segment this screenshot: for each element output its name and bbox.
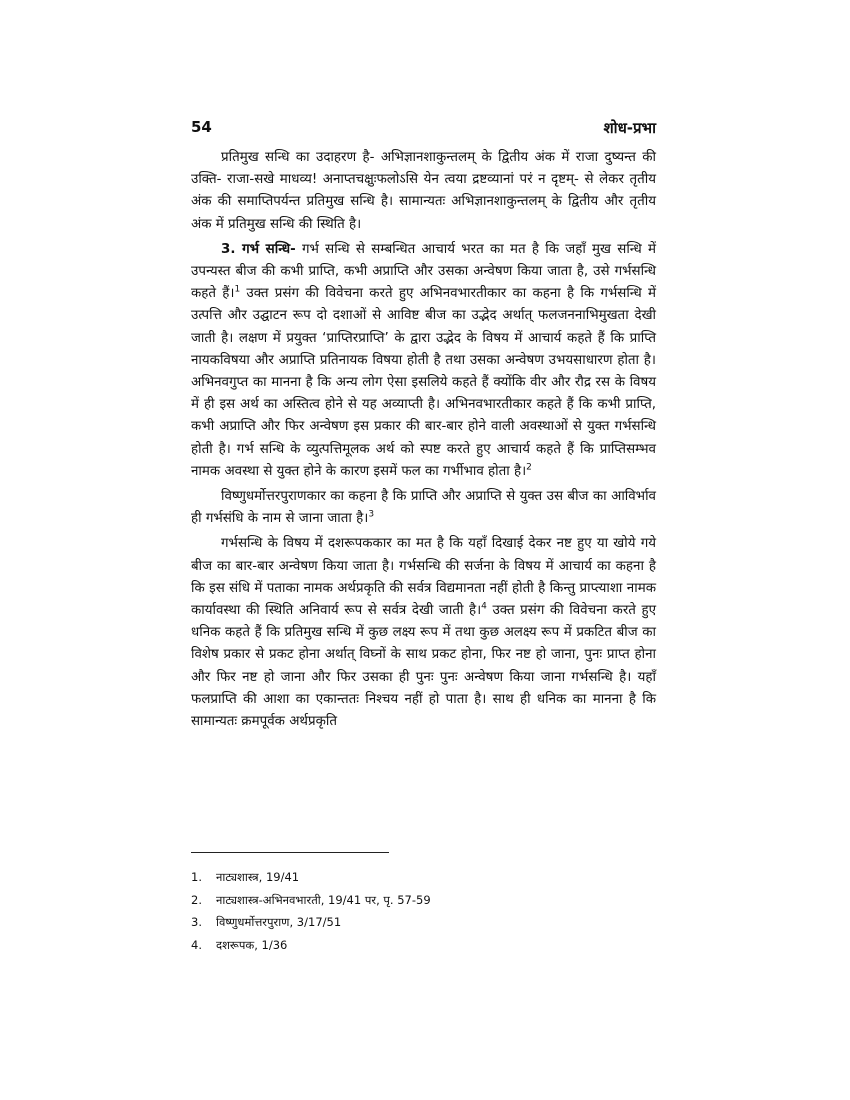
paragraph-pratimukh-example [191,147,656,236]
section-heading: 3. गर्भ सन्धि- [221,241,296,257]
footnote-item [191,911,656,934]
paragraph-vishnudharmottara [191,486,656,530]
footnote-number: 4. [191,937,202,952]
footnote-number: 2. [191,892,202,907]
body-text [191,147,656,736]
footnote-ref[interactable]: 1 [234,284,241,295]
footnote-text: विष्णुधर्मोत्तरपुराण, 3/17/51 [216,915,342,930]
footnote-ref[interactable]: 3 [368,509,375,520]
footnote-item [191,889,656,912]
paragraph-dasharupaka [191,533,656,733]
paragraph-text: प्रतिमुख सन्धि का उदाहरण है- अभिज्ञानशाकुन्तलम् के द्वितीय अंक में राजा दुष्यन्त की उक्ति- राजा-सखे माधव्य! अनाप्तचक्षुःफलोऽसि येन त्वया द्रष्टव्यानां परं न दृष्टम्- से लेकर तृतीय अंक की समाप्तिपर्यन्त प्रतिमुख सन्धि है। सामान्यतः अभिज्ञानशाकुन्तलम् के द्वितीय और तृतीय अंक में प्रतिमुख सन्धि की स्थिति है। [191,150,656,232]
footnote-item [191,934,656,957]
paragraph-text: गर्भसन्धि के विषय में दशरूपककार का मत है कि यहाँ दिखाई देकर नष्ट हुए या खोये गये बीज का बार-बार अन्वेषण किया जाता है। गर्भसन्धि की सर्जना के विषय में आचार्य का कहना है कि इस संधि में पताका नामक अर्थप्रकृति की सर्वत्र विद्यमानता नहीं होती है किन्तु प्राप्त्याशा नामक कार्यावस्था की स्थिति अनिवार्य रूप से सर्वत्र देखी जाती है। [191,536,656,619]
paragraph-text: गर्भ सन्धि से सम्बन्धित आचार्य भरत का मत है कि जहाँ मुख सन्धि में उपन्यस्त बीज की कभी प्राप्ति, कभी अप्राप्ति और उसका अन्वेषण किया जाता है, उसे गर्भसन्धि कहते हैं। [191,241,656,302]
paragraph-garbh-sandhi [191,239,656,483]
footnote-number: 1. [191,870,202,884]
footnotes [191,866,656,956]
footnote-number: 3. [191,915,202,930]
footnote-ref[interactable]: 4 [481,601,487,612]
paragraph-text: विष्णुधर्मोत्तरपुराणकार का कहना है कि प्राप्ति और अप्राप्ति से युक्त उस बीज का आविर्भाव ही गर्भसंधि के नाम से जाना जाता है। [191,489,656,527]
page-header [191,118,656,142]
footnote-text: दशरूपक, 1/36 [216,937,288,952]
page-number: 54 [191,118,212,136]
paragraph-text: उक्त प्रसंग की विवेचना करते हुए अभिनवभारतीकार का कहना है कि गर्भसन्धि में उत्पत्ति और उद्घाटन रूप दो दशाओं से आविष्ट बीज का उद्भेद अर्थात् फलजननाभिमुखता देखी जाती है। लक्षण में प्रयुक्त ‘प्राप्तिरप्राप्ति’ के द्वारा उद्भेद के विषय में आचार्य कहते हैं कि प्राप्ति नायकविषया और अप्राप्ति प्रतिनायक विषया होती है तथा उसका अन्वेषण उभयसाधारण होता है। अभिनवगुप्त का मानना है कि अन्य लोग ऐसा इसलिये कहते हैं क्योंकि वीर और रौद्र रस के विषय में ही इस अर्थ का अस्तित्व होने से यह अव्याप्ती है। अभिनवभारतीकार कहते हैं कि कभी प्राप्ति, कभी अप्राप्ति और फिर अन्वेषण इस प्रकार की बार-बार होने वाली अवस्थाओं से युक्त गर्भसन्धि होती है। गर्भ सन्धि के व्युत्पत्तिमूलक अर्थ को स्पष्ट करते हुए आचार्य कहते हैं कि प्राप्तिसम्भव नामक अवस्था से युक्त होने के कारण इसमें फल का गर्भीभाव होता है। [191,286,656,479]
paragraph-text: उक्त प्रसंग की विवेचना करते हुए धनिक कहते हैं कि प्रतिमुख सन्धि में कुछ लक्ष्य रूप में तथा कुछ अलक्ष्य रूप में प्रकटित बीज का विशेष प्रकार से प्रकट होना अर्थात् विघ्नों के साथ प्रकट होना, फिर नष्ट हो जाना, पुनः प्राप्त होना और फिर नष्ट हो जाना और फिर उसका ही पुनः पुनः अन्वेषण किया जाना गर्भसन्धि है। यहाँ फलप्राप्ति की आशा का एकान्ततः निश्चय नहीं हो पाता है। साथ ही धनिक का मानना है कि सामान्यतः क्रमपूर्वक अर्थप्रकृति [191,603,656,730]
footnote-divider [191,852,389,853]
footnote-ref[interactable]: 2 [526,462,532,473]
footnote-text: नाट्यशास्त्र, 19/41 [216,870,300,884]
footnote-item [191,866,656,889]
running-head-journal-title: शोध-प्रभा [603,119,656,137]
footnote-text: नाट्यशास्त्र-अभिनवभारती, 19/41 पर, पृ. 57-59 [216,892,431,907]
